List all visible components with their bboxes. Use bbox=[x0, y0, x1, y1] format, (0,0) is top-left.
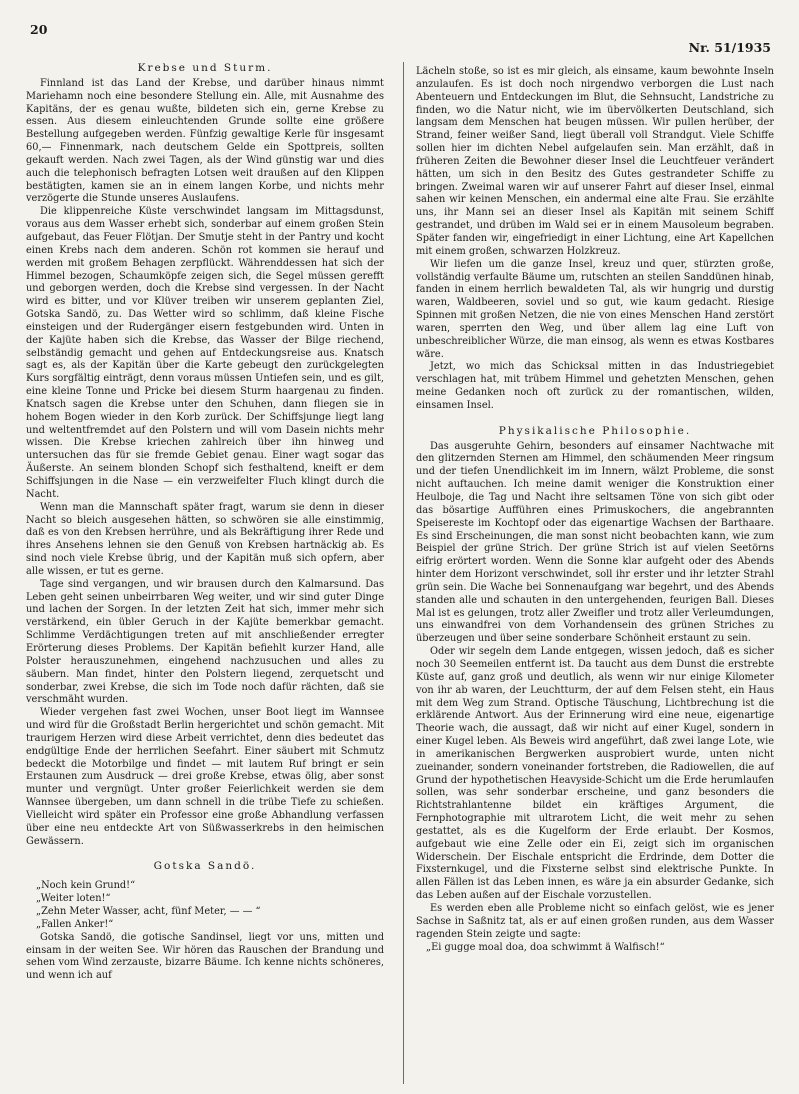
gotska-paragraph-2: Lächeln stoße, so ist es mir gleich, als einsame, kaum bewohnte Inseln anzulaufen. Es ist doch noch nirgendwo verborgen die Lust nach Abenteuern und Entdeckungen im Blut, die Sehnsucht, Landstriche zu finden, wo die Natur nicht, wie im übervölkerten Deutschland, sich langsam dem Menschen hat beugen müssen. Wir pullen herüber, der Strand, feiner weißer Sand, liegt überall voll Strandgut. Viele Schiffe sollen hier im dichten Nebel aufgelaufen sein. Man erzählt, daß in früheren Zeiten die Bewohner dieser Insel die Leuchtfeuer verändert hätten, um sich in den Besitz des Gutes gestrandeter Schiffe zu bringen. Zweimal waren wir auf unserer Fahrt auf dieser Insel, einmal sahen wir keinen Menschen, ein andermal eine alte Frau. Sie erzählte uns, ihr Mann sei an dieser Insel als Kapitän mit seinem Schiff gestrandet, und drüben im Wald sei er in einem Mausoleum begraben. Später fanden wir, eingefriedigt in einer Lichtung, eine Art Kapellchen mit einem großen, schwarzen Holzkreuz. bbox=[416, 66, 774, 257]
krebse-paragraph-2: Die klippenreiche Küste verschwindet langsam im Mittagsdunst, voraus aus dem Wasser erhebt sich, sonderbar auf einem großen Stein aufgebaut, das Feuer Flötjan. Der Smutje steht in der Pantry und kocht einen Krebs nach dem anderen. Schön rot kommen sie herauf und werden mit großem Behagen zerpflückt. Währenddessen hat sich der Himmel bezogen, Schaumköpfe zeigen sich, die Segel müssen gerefft und geborgen werden, doch die Krebse sind vergessen. In der Nacht wird es bitter, und vor Klüver treiben wir unserem geplanten Ziel, Gotska Sandö, zu. Das Wetter wird so schlimm, daß kleine Fische einsteigen und der Rudergänger eisern festgebunden wird. Unten in der Kajüte haben sich die Krebse, das Wasser der Bilge riechend, selbständig gemacht und gehen auf Entdeckungsreise aus. Knatsch sagt es, als der Kapitän über die Karte gebeugt den zurückgelegten Kurs sorgfältig einträgt, denn voraus müssen Untiefen sein, und es gilt, eine kleine Tonne und Pricke bei diesem Sturm haargenau zu finden. Knatsch sagen die Krebse unter den Schuhen, dann fliegen sie in hohem Bogen wieder in den Korb zurück. Der Schiffsjunge liegt lang und weltentfremdet auf den Polstern und will vom Dasein nichts mehr wissen. Die Krebse kriechen zahlreich über ihn hinweg und untersuchen das für sie fremde Gebiet genau. Einer wagt sogar das Äußerste. An seinem blonden Schopf sich festhaltend, kneift er dem Schiffsjungen in die Nase — ein verzweifelter Fluch klingt durch die Nacht. bbox=[26, 206, 384, 500]
gotska-paragraph-3: Wir liefen um die ganze Insel, kreuz und quer, stürzten große, vollständig verfaulte Bäume um, rutschten an steilen Sanddünen hinab, fanden in einem herrlich bewaldeten Tal, als wir hungrig und durstig waren, Waldbeeren, soviel und so gut, wie kaum gedacht. Riesige Spinnen mit großen Netzen, die nie von eines Menschen Hand zerstört waren, sperrten den Weg, und über allem lag eine Luft von unbeschreiblicher Würze, die man einsog, als wenn es etwas Kostbares wäre. bbox=[416, 258, 774, 360]
krebse-title: Krebse und Sturm. bbox=[137, 62, 273, 74]
shout-line-3: „Zehn Meter Wasser, acht, fünf Meter, — — “ bbox=[36, 906, 261, 917]
left-column bbox=[26, 60, 384, 1088]
krebse-paragraph-3: Wenn man die Mannschaft später fragt, warum sie denn in dieser Nacht so bleich ausgesehen hätten, so schwören sie alle einstimmig, daß es von den Krebsen herrühre, und als Bekräftigung ihrer Rede und ihres Ansehens lehnen sie den Genuß von Krebsen hartnäckig ab. Es sind noch viele Krebse übrig, und der Kapitän muß sich opfern, aber alle wissen, er tut es gerne. bbox=[26, 501, 384, 577]
physik-title: Physikalische Philosophie. bbox=[498, 424, 692, 437]
shout-line-1: „Noch kein Grund!“ bbox=[36, 880, 136, 892]
page-number: 20 bbox=[30, 22, 48, 37]
gotska-title: Gotska Sandö. bbox=[153, 860, 257, 873]
issue-number: Nr. 51/1935 bbox=[688, 40, 771, 55]
right-column bbox=[416, 66, 774, 1094]
physik-paragraph-1: Das ausgeruhte Gehirn, besonders auf einsamer Nachtwache mit den glitzernden Sternen am Himmel, den schäumenden Meer ringsum und der tiefen Unendlichkeit im im Innern, wälzt Probleme, die sonst nicht auftauchen. Ich meine damit weniger die Konstruktion einer Heulboje, die Tag und Nacht ihre seltsamen Töne von sich gibt oder das bösartige Aufführen eines Primuskochers, die angebrannten Speisereste im Kochtopf oder das eigenartige Wachsen der Barthaare. Es sind Erscheinungen, die man sonst nicht beobachten kann, wie zum Beispiel der grüne Strich. Der grüne Strich ist auf vielen Seetörns eifrig erörtert worden. Wenn die Sonne klar aufgeht oder des Abends hinter dem Horizont verschwindet, soll ihr erster und ihr letzter Strahl grün sein. Die Wache bei Sonnenaufgang war begehrt, und des Abends standen alle und schauten in den untergehenden, feurigen Ball. Dieses Mal ist es gelungen, trotz aller Zweifler und trotz aller Verleumdungen, uns einwandfrei von dem Vorhandensein des grünen Striches zu überzeugen und über seine sonderbare Schönheit erstaunt zu sein. bbox=[416, 440, 774, 645]
physik-paragraph-2: Oder wir segeln dem Lande entgegen, wissen jedoch, daß es sicher noch 30 Seemeilen entfernt ist. Da taucht aus dem Dunst die erstrebte Küste auf, ganz groß und deutlich, als wenn wir nur einige Kilometer von ihr ab waren, der Leuchtturm, der auf dem Felsen steht, ein Haus mit dem Weg zum Strand. Optische Täuschung, Lichtbrechung ist die erklärende Antwort. Aus der Erinnerung wird eine neue, eigenartige Theorie wach, die aussagt, daß wir nicht auf einer Kugel, sondern in einer Kugel leben. Als Beweis wird angeführt, daß zwei lange Lote, wie in amerikanischen Bergwerken ausprobiert wurde, unten nicht zueinander, sondern voneinander fortstreben, die Radiowellen, die auf Grund der hypothetischen Heavyside-Schicht um die Erde herumlaufen sollen, was sehr sonderbar erscheine, und ganz besonders die Richtstrahlantenne bildet ein kräftiges Argument, die Fernphotographie mit ultrarotem Licht, die weit mehr zu sehen gestattet, als es die Kugelform der Erde erlaubt. Der Kosmos, aufgebaut wie eine Zelle oder ein Ei, zeigt sich im organischen Widerschein. Der Eischale entspricht die Erdrinde, dem Dotter die Fixsternkugel, und die Fixsterne selbst sind elektrische Punkte. In allen Fällen ist das Leben innen, es wäre ja ein absurder Gedanke, sich das Leben außen auf der Eischale vorzustellen. bbox=[416, 646, 774, 902]
gotska-paragraph-4: Jetzt, wo mich das Schicksal mitten in das Industriegebiet verschlagen hat, mit trübem Himmel und gehetzten Menschen, gehen meine Gedanken noch oft zurück zu der romantischen, wilden, einsamen Insel. bbox=[416, 361, 774, 411]
shout-line-2: „Weiter loten!“ bbox=[36, 893, 111, 905]
krebse-paragraph-4: Tage sind vergangen, und wir brausen durch den Kalmarsund. Das Leben geht seinen unbeirrbaren Weg weiter, und wir sind guter Dinge und lachen der Sorgen. In der letzten Zeit hat sich, immer mehr sich verstärkend, ein übler Geruch in der Kajüte bemerkbar gemacht. Schlimme Verdächtigungen treten auf mit anschließender erregter Erörterung dieses Problems. Der Kapitän befiehlt kurzer Hand, alle Polster herauszunehmen, eingehend nachzusuchen und alles zu säubern. Man findet, hinter den Polstern liegend, zerquetscht und sonderbar, zwei Krebse, die sich im Tode noch dafür rächten, daß sie verschmäht wurden. bbox=[26, 578, 384, 706]
physik-paragraph-3: Es werden eben alle Probleme nicht so einfach gelöst, wie es jener Sachse in Saßnitz tat, als er auf einen großen runden, aus dem Wasser ragenden Stein zeigte und sagte: bbox=[416, 903, 774, 940]
krebse-paragraph-5: Wieder vergehen fast zwei Wochen, unser Boot liegt im Wannsee und wird für die Großstadt Berlin hergerichtet und schön gemacht. Mit traurigem Herzen wird diese Arbeit verrichtet, denn dies bedeutet das endgültige Ende der herrlichen Seefahrt. Einer säubert mit Schmutz bedeckt die Motorbilge und findet — mit lautem Ruf bringt er sein Erstaunen zum Ausdruck — drei große Krebse, etwas ölig, aber sonst munter und vergnügt. Unter großer Feierlichkeit werden sie dem Wannsee übergeben, um dann schnell in die trübe Tiefe zu schießen. Vielleicht wird später ein Professor eine große Abhandlung verfassen über eine neu entdeckte Art von Süßwasserkrebs in den heimischen Gewässern. bbox=[26, 707, 384, 847]
shout-line-4: „Fallen Anker!“ bbox=[36, 918, 114, 930]
column-divider bbox=[403, 62, 404, 1084]
gotska-paragraph-1: Gotska Sandö, die gotische Sandinsel, liegt vor uns, mitten und einsam in der weiten See. Wir hören das Rauschen der Brandung und sehen vom Wind zerzauste, bizarre Bäume. Ich kenne nichts schöneres, und wenn ich auf bbox=[26, 931, 384, 982]
krebse-paragraph-1: Finnland ist das Land der Krebse, und darüber hinaus nimmt Mariehamn noch eine besondere Stellung ein. Alle, mit Ausnahme des Kapitäns, der es genau wußte, bildeten sich ein, gerne Krebse zu essen. Aus diesem einleuchtenden Grunde sollte eine größere Bestellung aufgegeben werden. Fünfzig gewaltige Kerle für insgesamt 60,— Finnenmark, nach deutschem Gelde ein Spottpreis, sollten gekauft werden. Nach zwei Tagen, als der Wind günstig war und dies auch die telephonisch befragten Lotsen weit draußen auf den Klippen bestätigten, kamen sie an in einem langen Korbe, und nichts mehr verzögerte die Stunde unseres Auslaufens. bbox=[26, 77, 384, 205]
closing-quote: „Ei gugge moal doa, doa schwimmt ä Walfisch!“ bbox=[426, 941, 665, 953]
